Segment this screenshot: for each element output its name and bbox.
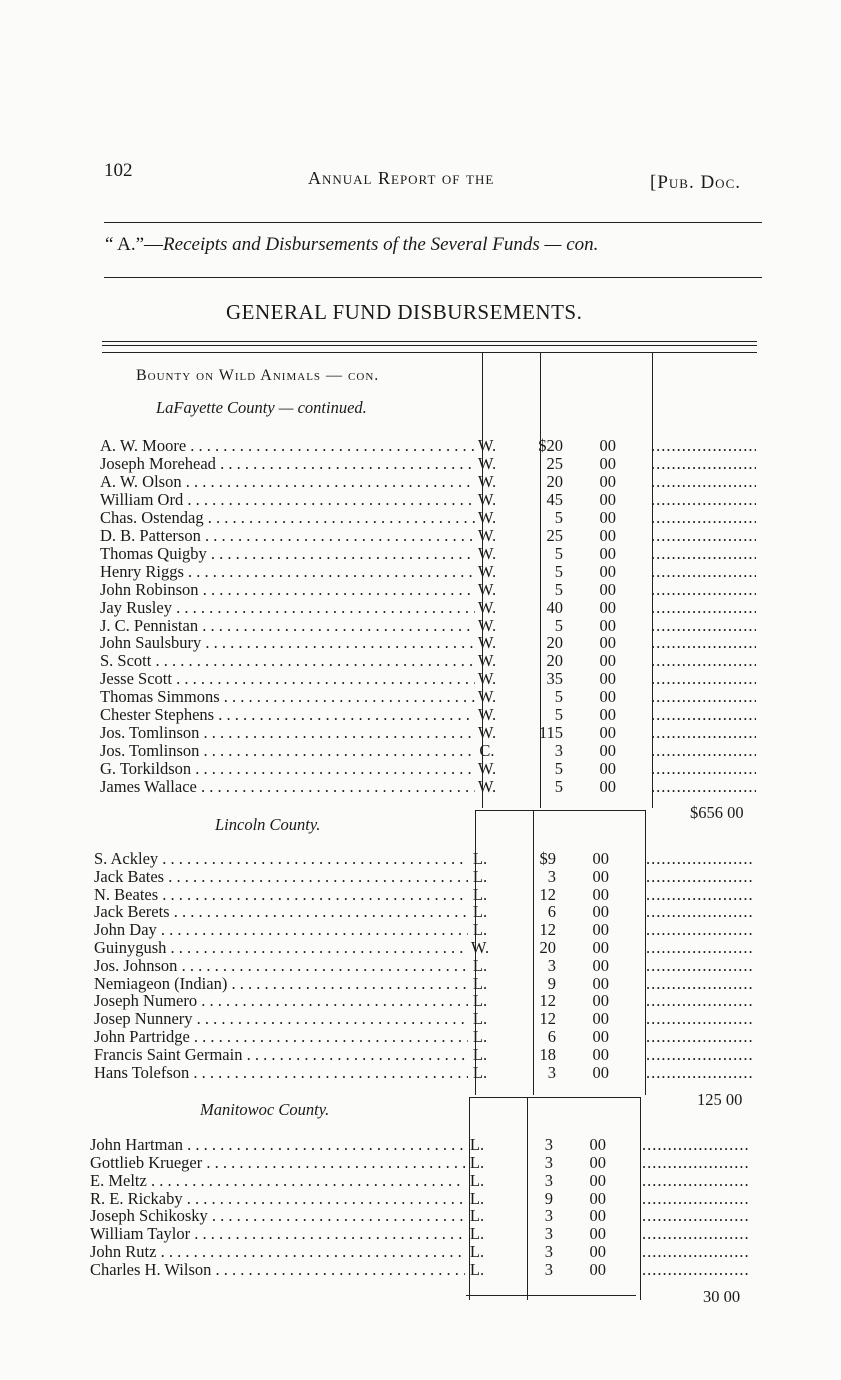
table-row <box>0 1243 841 1261</box>
table-row <box>0 850 841 868</box>
payee-name: A. W. Moore . . . <box>100 437 475 455</box>
amount-dollars: 45 <box>546 489 563 509</box>
amount-dollars: 3 <box>544 1206 553 1226</box>
amount-dollars: 3 <box>544 1259 553 1279</box>
table-row <box>0 1046 841 1064</box>
amount-cents: 00 <box>599 489 616 509</box>
class-code: L. <box>472 849 488 868</box>
payee-name: D. B. Patterson . . . <box>100 527 475 545</box>
table-row <box>0 1010 841 1028</box>
county-total: $656 00 <box>690 803 744 822</box>
class-code: W. <box>477 507 497 527</box>
amount-dollars: 12 <box>539 884 556 904</box>
amount-cents: 00 <box>599 705 616 725</box>
class-code: L. <box>472 884 488 904</box>
county-heading: Manitowoc County. <box>200 1100 330 1119</box>
amount-cents: 00 <box>592 1062 609 1082</box>
class-code: W. <box>477 453 497 473</box>
payee-name: J. C. Pennistan . . . <box>100 617 475 635</box>
table-row <box>0 1154 841 1172</box>
total-column-leader <box>646 1010 752 1028</box>
amount-cents: 00 <box>599 741 616 761</box>
table-row <box>0 957 841 975</box>
amount-cents: 00 <box>589 1152 606 1172</box>
class-code: L. <box>472 1044 488 1064</box>
amount-cents: 00 <box>592 902 609 922</box>
total-column-leader <box>646 1046 752 1064</box>
total-column-leader <box>642 1154 748 1172</box>
class-code: W. <box>477 471 497 491</box>
table-row <box>0 652 841 670</box>
county-heading: LaFayette County — continued. <box>156 398 367 417</box>
table-row <box>0 581 841 599</box>
table-row <box>0 903 841 921</box>
payee-name: Josep Nunnery . . . <box>94 1010 468 1028</box>
total-column-leader <box>642 1261 748 1279</box>
amount-cents: 00 <box>599 436 616 455</box>
class-code: W. <box>477 615 497 635</box>
class-code: L. <box>472 1009 488 1029</box>
class-code: W. <box>477 651 497 671</box>
county-total: 125 00 <box>697 1090 743 1109</box>
table-top-rule-2 <box>102 345 757 346</box>
amount-cents: 00 <box>589 1188 606 1208</box>
class-code: L. <box>469 1259 485 1279</box>
amount-dollars: $20 <box>538 436 563 455</box>
amount-dollars: 12 <box>539 1009 556 1029</box>
payee-name: John Saulsbury . . . <box>100 634 475 652</box>
amount-cents: 00 <box>592 1009 609 1029</box>
amount-cents: 00 <box>592 866 609 886</box>
total-column-leader <box>642 1136 748 1154</box>
amount-cents: 00 <box>592 1044 609 1064</box>
amount-cents: 00 <box>599 543 616 563</box>
table-row <box>0 921 841 939</box>
class-code: L. <box>469 1135 485 1154</box>
payee-name: Jos. Johnson . . . <box>94 957 468 975</box>
amount-cents: 00 <box>589 1242 606 1262</box>
table-row <box>0 1190 841 1208</box>
running-title: Annual Report of the <box>308 168 495 188</box>
table-top-rule-3 <box>102 352 757 353</box>
amount-dollars: 5 <box>554 615 563 635</box>
payee-name: Charles H. Wilson . . . <box>90 1261 465 1279</box>
total-column-leader <box>646 868 752 886</box>
amount-cents: 00 <box>589 1206 606 1226</box>
total-column-leader <box>651 688 756 706</box>
total-column-leader <box>651 778 756 796</box>
amount-dollars: 3 <box>547 866 556 886</box>
class-code: W. <box>477 687 497 707</box>
amount-dollars: 3 <box>544 1135 553 1154</box>
total-column-leader <box>646 957 752 975</box>
table-row <box>0 1028 841 1046</box>
total-column-leader <box>651 670 756 688</box>
table-row <box>0 724 841 742</box>
county-heading: Lincoln County. <box>215 815 321 834</box>
total-column-leader <box>651 509 756 527</box>
payee-name: Nemiageon (Indian) . . . <box>94 975 468 993</box>
class-code: W. <box>477 597 497 617</box>
amount-dollars: 3 <box>547 1062 556 1082</box>
amount-cents: 00 <box>592 884 609 904</box>
amount-dollars: 20 <box>546 471 563 491</box>
table-row <box>0 545 841 563</box>
table-row <box>0 706 841 724</box>
total-column-leader <box>646 939 752 957</box>
amount-cents: 00 <box>592 973 609 993</box>
subtotal-rule <box>475 810 645 811</box>
class-code: L. <box>472 1027 488 1046</box>
table-row <box>0 491 841 509</box>
class-code: L. <box>472 920 488 940</box>
amount-dollars: 5 <box>554 687 563 707</box>
amount-dollars: 3 <box>544 1152 553 1172</box>
table-row <box>0 868 841 886</box>
total-column-leader <box>651 724 756 742</box>
payee-name: Gottlieb Krueger . . . <box>90 1154 465 1172</box>
amount-cents: 00 <box>599 759 616 779</box>
amount-dollars: 6 <box>547 902 556 922</box>
table-row <box>0 992 841 1010</box>
header-rule <box>104 222 762 223</box>
amount-dollars: 3 <box>544 1224 553 1244</box>
class-code: L. <box>472 902 488 922</box>
amount-dollars: 12 <box>539 991 556 1011</box>
class-code: L. <box>469 1152 485 1172</box>
table-row <box>0 473 841 491</box>
amount-cents: 00 <box>599 651 616 671</box>
amount-cents: 00 <box>589 1259 606 1279</box>
amount-cents: 00 <box>599 579 616 599</box>
amount-cents: 00 <box>592 920 609 940</box>
class-code: L. <box>472 955 488 975</box>
total-column-leader <box>646 1028 752 1046</box>
payee-name: Jay Rusley . . . <box>100 599 475 617</box>
amount-cents: 00 <box>599 471 616 491</box>
table-row <box>0 599 841 617</box>
total-column-leader <box>646 975 752 993</box>
amount-dollars: 5 <box>554 705 563 725</box>
payee-name: Jack Bates . . . <box>94 868 468 886</box>
subtitle-prefix: “ A.”— <box>105 234 164 255</box>
amount-dollars: 20 <box>539 938 556 957</box>
total-column-leader <box>651 473 756 491</box>
total-column-leader <box>651 581 756 599</box>
total-column-leader <box>646 921 752 939</box>
amount-cents: 00 <box>599 561 616 581</box>
table-row <box>0 1207 841 1225</box>
total-column-leader <box>651 760 756 778</box>
payee-name: Chester Stephens . . . <box>100 706 475 724</box>
class-code: L. <box>469 1206 485 1226</box>
amount-dollars: 35 <box>546 669 563 689</box>
county-total: 30 00 <box>703 1287 741 1306</box>
total-column-leader <box>642 1243 748 1261</box>
payee-name: John Day . . . <box>94 921 468 939</box>
table-row <box>0 509 841 527</box>
amount-dollars: $9 <box>539 849 556 868</box>
table-row <box>0 437 841 455</box>
payee-name: William Ord . . . <box>100 491 475 509</box>
payee-name: R. E. Rickaby . . . <box>90 1190 465 1208</box>
payee-name: Joseph Morehead . . . <box>100 455 475 473</box>
class-code: W. <box>477 543 497 563</box>
payee-name: N. Beates . . . <box>94 886 468 904</box>
amount-cents: 00 <box>599 597 616 617</box>
amount-dollars: 12 <box>539 920 556 940</box>
class-code: W. <box>477 759 497 779</box>
amount-cents: 00 <box>592 991 609 1011</box>
amount-dollars: 5 <box>554 759 563 779</box>
class-code: W. <box>477 723 497 743</box>
amount-dollars: 3 <box>544 1170 553 1190</box>
payee-name: G. Torkildson . . . <box>100 760 475 778</box>
subtitle-title: Receipts and Disbursements of the Several Funds — con. <box>163 234 599 255</box>
amount-dollars: 5 <box>554 561 563 581</box>
total-column-leader <box>651 742 756 760</box>
subtotal-rule <box>470 1097 640 1098</box>
total-column-leader <box>651 491 756 509</box>
payee-name: James Wallace . . . <box>100 778 475 796</box>
class-code: W. <box>477 633 497 653</box>
amount-cents: 00 <box>599 507 616 527</box>
class-code: W. <box>477 489 497 509</box>
total-column-leader <box>642 1172 748 1190</box>
total-column-leader <box>651 563 756 581</box>
bounty-heading: Bounty on Wild Animals — con. <box>136 367 380 384</box>
payee-name: John Rutz . . . <box>90 1243 465 1261</box>
table-row <box>0 1172 841 1190</box>
payee-name: Joseph Schikosky . . . <box>90 1207 465 1225</box>
class-code: L. <box>472 973 488 993</box>
total-column-leader <box>651 437 756 455</box>
payee-name: Jos. Tomlinson . . . <box>100 724 475 742</box>
amount-cents: 00 <box>592 955 609 975</box>
amount-cents: 00 <box>589 1224 606 1244</box>
amount-cents: 00 <box>589 1170 606 1190</box>
payee-name: Jesse Scott . . . <box>100 670 475 688</box>
amount-dollars: 18 <box>539 1044 556 1064</box>
payee-name: Chas. Ostendag . . . <box>100 509 475 527</box>
amount-dollars: 3 <box>554 741 563 761</box>
amount-dollars: 3 <box>547 955 556 975</box>
amount-dollars: 5 <box>554 777 563 797</box>
total-column-leader <box>651 706 756 724</box>
page-number: 102 <box>104 160 133 181</box>
total-column-leader <box>646 903 752 921</box>
payee-name: Jack Berets . . . <box>94 903 468 921</box>
payee-name: S. Ackley . . . <box>94 850 468 868</box>
total-column-leader <box>651 634 756 652</box>
payee-name: Guinygush . . . <box>94 939 468 957</box>
payee-name: Thomas Quigby . . . <box>100 545 475 563</box>
payee-name: John Hartman . . . <box>90 1136 465 1154</box>
class-code: W. <box>477 525 497 545</box>
total-column-leader <box>642 1207 748 1225</box>
total-column-leader <box>646 886 752 904</box>
amount-dollars: 115 <box>538 723 563 743</box>
amount-cents: 00 <box>599 777 616 797</box>
class-code: L. <box>472 991 488 1011</box>
class-code: W. <box>477 436 497 455</box>
amount-dollars: 25 <box>546 453 563 473</box>
payee-name: Hans Tolefson . . . <box>94 1064 468 1082</box>
table-row <box>0 617 841 635</box>
amount-cents: 00 <box>592 1027 609 1046</box>
table-row <box>0 670 841 688</box>
class-code: C. <box>479 741 495 761</box>
payee-name: Joseph Numero . . . <box>94 992 468 1010</box>
amount-cents: 00 <box>599 687 616 707</box>
total-column-leader <box>646 1064 752 1082</box>
table-row <box>0 1225 841 1243</box>
amount-dollars: 3 <box>544 1242 553 1262</box>
table-row <box>0 760 841 778</box>
amount-cents: 00 <box>599 525 616 545</box>
amount-dollars: 6 <box>547 1027 556 1046</box>
total-column-leader <box>651 652 756 670</box>
total-column-leader <box>651 599 756 617</box>
table-row <box>0 778 841 796</box>
class-code: L. <box>472 866 488 886</box>
total-column-leader <box>651 527 756 545</box>
class-code: W. <box>477 777 497 797</box>
table-row <box>0 634 841 652</box>
class-code: L. <box>469 1170 485 1190</box>
amount-dollars: 25 <box>546 525 563 545</box>
amount-dollars: 5 <box>554 507 563 527</box>
amount-cents: 00 <box>599 723 616 743</box>
table-row <box>0 1136 841 1154</box>
payee-name: E. Meltz . . . <box>90 1172 465 1190</box>
payee-name: A. W. Olson . . . <box>100 473 475 491</box>
amount-dollars: 40 <box>546 597 563 617</box>
class-code: L. <box>472 1062 488 1082</box>
total-column-leader <box>651 545 756 563</box>
amount-dollars: 20 <box>546 633 563 653</box>
table-row <box>0 742 841 760</box>
amount-dollars: 5 <box>554 579 563 599</box>
section-title: GENERAL FUND DISBURSEMENTS. <box>226 300 583 324</box>
table-row <box>0 975 841 993</box>
class-code: W. <box>477 705 497 725</box>
table-row <box>0 527 841 545</box>
payee-name: John Partridge . . . <box>94 1028 468 1046</box>
payee-name: Thomas Simmons . . . <box>100 688 475 706</box>
amount-cents: 00 <box>599 669 616 689</box>
amount-cents: 00 <box>592 849 609 868</box>
payee-name: Francis Saint Germain . . . <box>94 1046 468 1064</box>
table-row <box>0 1261 841 1279</box>
amount-cents: 00 <box>599 615 616 635</box>
payee-name: S. Scott . . . <box>100 652 475 670</box>
payee-name: John Robinson . . . <box>100 581 475 599</box>
table-row <box>0 563 841 581</box>
total-column-leader <box>646 850 752 868</box>
amount-dollars: 5 <box>554 543 563 563</box>
total-column-leader <box>642 1190 748 1208</box>
class-code: L. <box>469 1242 485 1262</box>
table-top-rule <box>102 341 757 342</box>
amount-dollars: 9 <box>547 973 556 993</box>
amount-cents: 00 <box>599 633 616 653</box>
subtotal-rule <box>466 1295 636 1296</box>
class-code: W. <box>477 669 497 689</box>
doc-label: [Pub. Doc. <box>650 172 741 193</box>
total-column-leader <box>651 455 756 473</box>
amount-dollars: 20 <box>546 651 563 671</box>
table-row <box>0 886 841 904</box>
amount-cents: 00 <box>599 453 616 473</box>
amount-cents: 00 <box>592 938 609 957</box>
subtitle-rule <box>104 277 762 278</box>
payee-name: William Taylor . . . <box>90 1225 465 1243</box>
payee-name: Jos. Tomlinson . . . <box>100 742 475 760</box>
payee-name: Henry Riggs . . . <box>100 563 475 581</box>
class-code: W. <box>477 561 497 581</box>
table-row <box>0 939 841 957</box>
amount-cents: 00 <box>589 1135 606 1154</box>
total-column-leader <box>646 992 752 1010</box>
table-row <box>0 455 841 473</box>
total-column-leader <box>642 1225 748 1243</box>
class-code: L. <box>469 1188 485 1208</box>
class-code: W. <box>470 938 490 957</box>
subtitle <box>105 234 598 256</box>
table-row <box>0 1064 841 1082</box>
table-row <box>0 688 841 706</box>
amount-dollars: 9 <box>544 1188 553 1208</box>
class-code: W. <box>477 579 497 599</box>
total-column-leader <box>651 617 756 635</box>
class-code: L. <box>469 1224 485 1244</box>
